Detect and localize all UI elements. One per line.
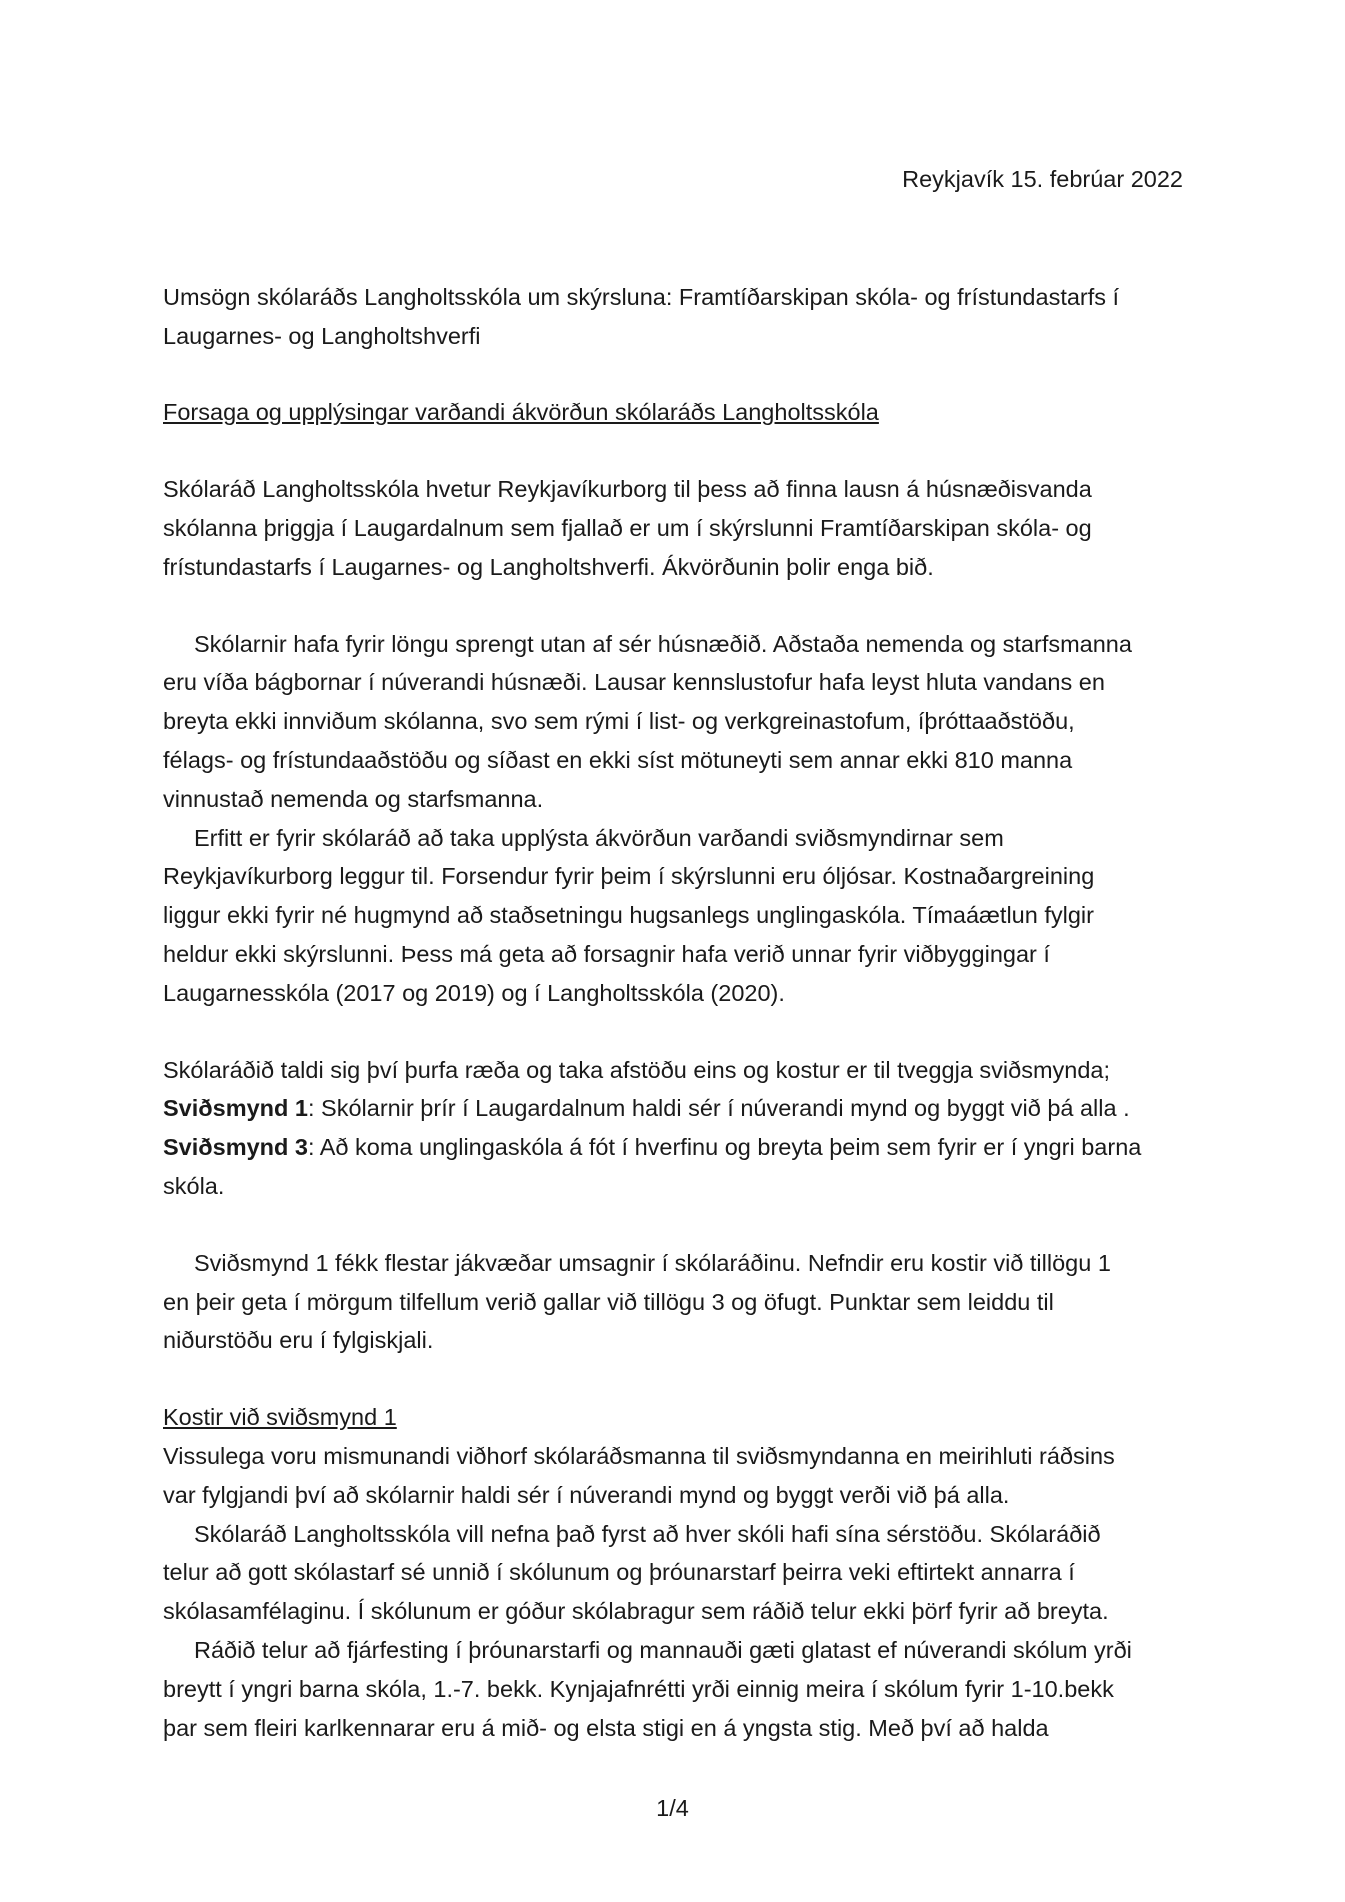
text-line: var fylgjandi því að skólarnir haldi sér í núverandi mynd og byggt verði við þá alla. [163, 1481, 1010, 1508]
text-line: vinnustað nemenda og starfsmanna. [163, 785, 544, 812]
text-line: Skólaráðið taldi sig því þurfa ræða og taka afstöðu eins og kostur er til tveggja sviðsmynda; [163, 1056, 1111, 1083]
text-line: breyta ekki innviðum skólanna, svo sem rými í list- og verkgreinastofum, íþróttaaðstöðu, [163, 708, 1075, 735]
scenario-1-line [163, 1089, 1183, 1128]
text-line: skólasamfélaginu. Í skólunum er góður skólabragur sem ráðið telur ekki þörf fyrir að breyta. [163, 1598, 1109, 1625]
paragraph [163, 1437, 1183, 1515]
paragraph [163, 1244, 1183, 1360]
text-line: félags- og frístundaaðstöðu og síðast en ekki síst mötuneyti sem annar ekki 810 manna [163, 746, 1073, 773]
paragraph [163, 1051, 1183, 1206]
text-line: eru víða bágbornar í núverandi húsnæði. Lausar kennslustofur hafa leyst hluta vandans en [163, 669, 1105, 696]
paragraph [163, 1515, 1183, 1631]
section-heading: Kostir við sviðsmynd 1 [163, 1404, 397, 1431]
text-line: þar sem fleiri karlkennarar eru á mið- og elsta stigi en á yngsta stig. Með því að halda [163, 1714, 1049, 1741]
text-line: Skólaráð Langholtsskóla vill nefna það fyrst að hver skóli hafi sína sérstöðu. Skólaráðið [194, 1520, 1101, 1547]
text-line: Laugarnesskóla (2017 og 2019) og í Langholtsskóla (2020). [163, 979, 785, 1006]
text-line: breytt í yngri barna skóla, 1.-7. bekk. Kynjajafnrétti yrði einnig meira í skólum fyrir 1-10.bekk [163, 1675, 1114, 1702]
letter-date: Reykjavík 15. febrúar 2022 [902, 166, 1183, 192]
text-line: telur að gott skólastarf sé unnið í skólunum og þróunarstarf þeirra veki eftirtekt annarra í [163, 1559, 1075, 1586]
section-heading: Forsaga og upplýsingar varðandi ákvörðun skólaráðs Langholtsskóla [163, 399, 879, 426]
page-number: 1/4 [656, 1795, 689, 1821]
text-line: Vissulega voru mismunandi viðhorf skólaráðsmanna til sviðsmyndanna en meirihluti ráðsins [163, 1442, 1115, 1469]
scenario-1-label: Sviðsmynd 1 [163, 1095, 308, 1122]
text-line: Erfitt er fyrir skólaráð að taka upplýsta ákvörðun varðandi sviðsmyndirnar sem [194, 824, 1004, 851]
text-line: frístundastarfs í Laugarnes- og Langholtshverfi. Ákvörðunin þolir enga bið. [163, 553, 934, 580]
text-line: Skólarnir hafa fyrir löngu sprengt utan af sér húsnæðið. Aðstaða nemenda og starfsmanna [194, 630, 1132, 657]
scenario-3-line [163, 1128, 1183, 1167]
text-line: Sviðsmynd 1 fékk flestar jákvæðar umsagnir í skólaráðinu. Nefndir eru kostir við tillögu 1 [194, 1249, 1111, 1276]
text-line: liggur ekki fyrir né hugmynd að staðsetningu hugsanlegs unglingaskóla. Tímaáætlun fylgir [163, 902, 1094, 929]
document-title [163, 278, 1183, 356]
text-line: en þeir geta í mörgum tilfellum verið gallar við tillögu 3 og öfugt. Punktar sem leiddu til [163, 1288, 1054, 1315]
title-line: Umsögn skólaráðs Langholtsskóla um skýrsluna: Framtíðarskipan skóla- og frístundastarfs í [163, 283, 1120, 310]
text-line: niðurstöðu eru í fylgiskjali. [163, 1327, 434, 1354]
scenario-3-label: Sviðsmynd 3 [163, 1134, 308, 1161]
text-line: skóla. [163, 1172, 225, 1199]
text-line: Skólaráð Langholtsskóla hvetur Reykjavíkurborg til þess að finna lausn á húsnæðisvanda [163, 476, 1092, 503]
document-body [163, 160, 1183, 1747]
paragraph [163, 470, 1183, 586]
paragraph [163, 1631, 1183, 1747]
scenario-1-text: : Skólarnir þrír í Laugardalnum haldi sér í núverandi mynd og byggt við þá alla . [307, 1095, 1130, 1122]
title-line: Laugarnes- og Langholtshverfi [163, 322, 481, 349]
text-line: heldur ekki skýrslunni. Þess má geta að forsagnir hafa verið unnar fyrir viðbyggingar í [163, 940, 1050, 967]
text-line: skólanna þriggja í Laugardalnum sem fjallað er um í skýrslunni Framtíðarskipan skóla- og [163, 514, 1092, 541]
scenario-3-text: : Að koma unglingaskóla á fót í hverfinu og breyta þeim sem fyrir er í yngri barna [307, 1134, 1142, 1161]
text-line: Reykjavíkurborg leggur til. Forsendur fyrir þeim í skýrslunni eru óljósar. Kostnaðargreining [163, 863, 1095, 890]
paragraph [163, 819, 1183, 1013]
paragraph [163, 625, 1183, 819]
text-line: Ráðið telur að fjárfesting í þróunarstarfi og mannauði gæti glatast ef núverandi skólum yrði [194, 1636, 1132, 1663]
